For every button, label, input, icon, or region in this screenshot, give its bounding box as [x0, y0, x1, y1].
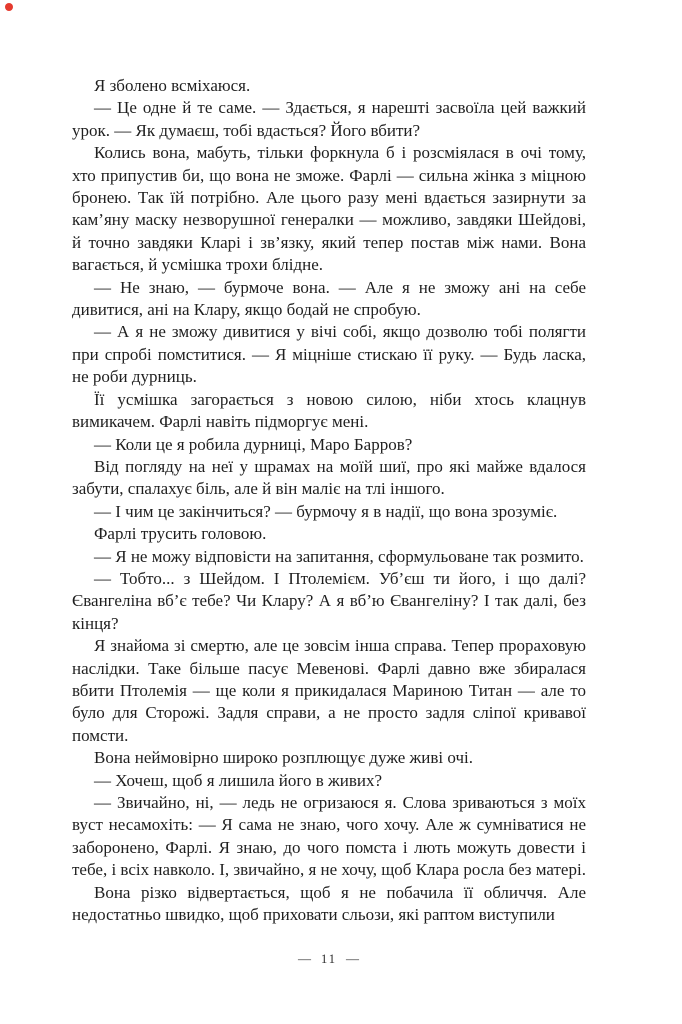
- paragraph: — Я не можу відповісти на запитання, сформульоване так розмито.: [94, 546, 584, 566]
- paragraph: — Не знаю, — бурмоче вона. — Але я не зможу ані на себе дивитися, ані на Клару, якщо бодай не спробую.: [72, 277, 586, 320]
- paragraph: — Це одне й те саме. — Здається, я нарешті засвоїла цей важкий урок. — Як думаєш, тобі вдасться? Його вбити?: [72, 98, 586, 140]
- paragraph: — Хочеш, щоб я лишила його в живих?: [94, 770, 382, 790]
- paragraph: Фарлі трусить головою.: [94, 524, 267, 544]
- paragraph: Вона неймовірно широко розплющує дуже живі очі.: [94, 748, 473, 768]
- paragraph: Її усмішка загорається з новою силою, ніби хтось клацнув вимикачем. Фарлі навіть підморгує мені.: [72, 389, 586, 432]
- paragraph: — Тобто... з Шейдом. І Птолемієм. Уб’єш ти його, і що далі? Євангеліна вб’є тебе? Чи Клару? А я вб’ю Євангеліну? І так далі, без кінця?: [72, 568, 586, 633]
- body-text: [72, 75, 586, 926]
- paragraph: Я зболено всміхаюся.: [94, 76, 251, 95]
- paragraph: — І чим це закінчиться? — бурмочу я в надії, що вона зрозуміє.: [94, 501, 558, 521]
- red-dot-marker: [5, 3, 13, 11]
- paragraph: Від погляду на неї у шрамах на моїй шиї, про які майже вдалося забути, спалахує біль, але й він маліє на тлі іншого.: [72, 456, 586, 499]
- paragraph: — Звичайно, ні, — ледь не огризаюся я. Слова зриваються з моїх вуст несамохіть: — Я сама не знаю, чого хочу. Але ж сумніватися не заборонено, Фарлі. Я знаю, до чого помста і лють можуть довести і тебе, і всіх навколо. І, звичайно, я не хочу, щоб Клара росла без матері.: [72, 793, 586, 880]
- paragraph: Я знайома зі смертю, але це зовсім інша справа. Тепер прораховую наслідки. Таке більше пасує Мевенові. Фарлі давно вже збиралася вбити Птолемія — ще коли я прикидалася Мариною Титан — але то було для Сторожі. Задля справи, а не просто задля сліпої кривавої помсти.: [72, 636, 586, 745]
- paragraph: Вона різко відвертається, щоб я не побачила її обличчя. Але недостатньо швидко, щоб приховати сльози, які раптом виступили: [72, 882, 586, 925]
- page-footer: [72, 950, 586, 968]
- page-number: 11: [320, 952, 338, 966]
- footer-right-dash: —: [346, 951, 361, 966]
- paragraph: Колись вона, мабуть, тільки форкнула б і розсміялася в очі тому, хто припустив би, що вона не зможе. Фарлі — сильна жінка з міцною бронею. Так їй потрібно. Але цього разу мені вдається зазирнути за кам’яну маску незворушної генералки — можливо, завдяки Шейдові, й точно завдяки Кларі і зв’язку, який тепер постав між нами. Вона вагається, й усмішка трохи блідне.: [72, 143, 586, 275]
- footer-left-dash: —: [297, 951, 312, 966]
- paragraph: — Коли це я робила дурниці, Маро Барров?: [94, 434, 413, 454]
- paragraph: — А я не зможу дивитися у вічі собі, якщо дозволю тобі полягти при спробі помститися. — Я міцніше стискаю її руку. — Будь ласка, не роби дурниць.: [72, 322, 586, 387]
